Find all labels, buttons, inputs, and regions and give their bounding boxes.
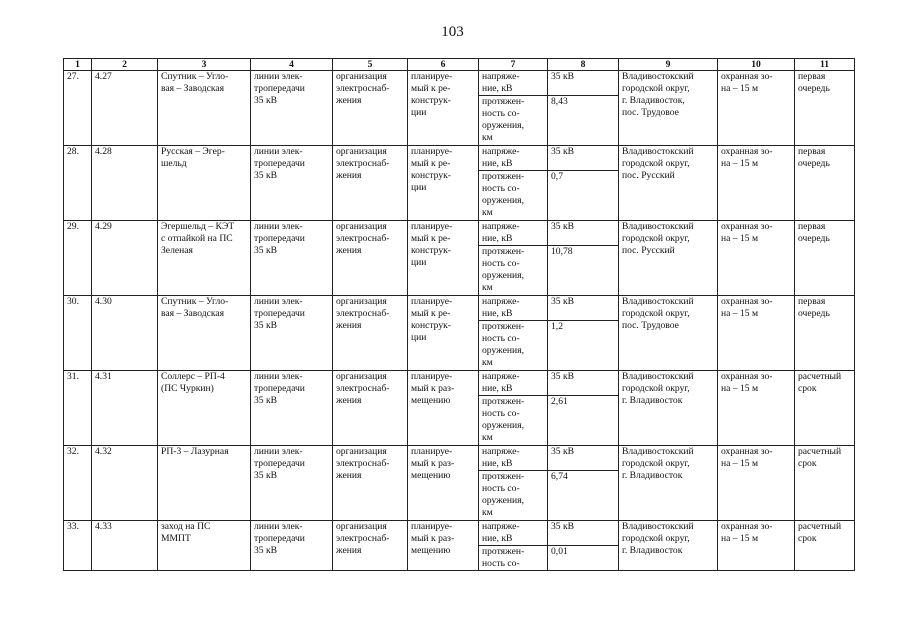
item-code: 4.33	[92, 521, 158, 571]
item-code: 4.32	[92, 446, 158, 521]
column-header: 1	[64, 59, 92, 71]
object-purpose: организация электроснаб- жения	[333, 296, 408, 371]
param-label: напряже- ние, кВ	[479, 521, 548, 546]
item-code: 4.29	[92, 221, 158, 296]
param-label: напряже- ние, кВ	[479, 446, 548, 471]
table-row	[64, 146, 855, 171]
object-type: линии элек- тропередачи 35 кВ	[251, 446, 333, 521]
param-value: 35 кВ	[548, 371, 619, 396]
data-table	[63, 58, 855, 571]
object-name: Спутник – Угло- вая – Заводская	[158, 296, 251, 371]
row-number: 27.	[64, 71, 92, 146]
protection-zone: охранная зо- на – 15 м	[718, 296, 795, 371]
param-label: напряже- ние, кВ	[479, 146, 548, 171]
object-status: планируе- мый к ре- конструк- ции	[408, 221, 479, 296]
protection-zone: охранная зо- на – 15 м	[718, 221, 795, 296]
table-row	[64, 296, 855, 321]
object-type: линии элек- тропередачи 35 кВ	[251, 71, 333, 146]
object-name: РП-3 – Лазурная	[158, 446, 251, 521]
param-label: напряже- ние, кВ	[479, 296, 548, 321]
row-number: 32.	[64, 446, 92, 521]
param-value: 0,01	[548, 546, 619, 571]
table-header-row	[64, 59, 855, 71]
object-type: линии элек- тропередачи 35 кВ	[251, 221, 333, 296]
object-status: планируе- мый к ре- конструк- ции	[408, 296, 479, 371]
item-code: 4.27	[92, 71, 158, 146]
object-status: планируе- мый к раз- мещению	[408, 521, 479, 571]
column-header: 2	[92, 59, 158, 71]
location: Владивостокский городской округ, пос. Русский	[619, 146, 718, 221]
row-number: 31.	[64, 371, 92, 446]
param-value: 1,2	[548, 321, 619, 371]
param-label: напряже- ние, кВ	[479, 71, 548, 96]
row-number: 29.	[64, 221, 92, 296]
table-row	[64, 71, 855, 96]
param-label: протяжен- ность со- оружения, км	[479, 471, 548, 521]
protection-zone: охранная зо- на – 15 м	[718, 371, 795, 446]
param-label: напряже- ние, кВ	[479, 371, 548, 396]
param-value: 35 кВ	[548, 296, 619, 321]
location: Владивостокский городской округ, г. Владивосток	[619, 371, 718, 446]
param-value: 2,61	[548, 396, 619, 446]
column-header: 4	[251, 59, 333, 71]
object-type: линии элек- тропередачи 35 кВ	[251, 146, 333, 221]
column-header: 9	[619, 59, 718, 71]
item-code: 4.31	[92, 371, 158, 446]
param-value: 35 кВ	[548, 521, 619, 546]
object-name: заход на ПС ММПТ	[158, 521, 251, 571]
column-header: 5	[333, 59, 408, 71]
param-value: 35 кВ	[548, 221, 619, 246]
object-status: планируе- мый к ре- конструк- ции	[408, 146, 479, 221]
table-row	[64, 521, 855, 546]
object-type: линии элек- тропередачи 35 кВ	[251, 521, 333, 571]
column-header: 8	[548, 59, 619, 71]
param-label: протяжен- ность со- оружения, км	[479, 96, 548, 146]
location: Владивостокский городской округ, г. Владивосток	[619, 446, 718, 521]
column-header: 7	[479, 59, 548, 71]
row-number: 33.	[64, 521, 92, 571]
param-label: протяжен- ность со-	[479, 546, 548, 571]
object-status: планируе- мый к раз- мещению	[408, 371, 479, 446]
column-header: 3	[158, 59, 251, 71]
column-header: 10	[718, 59, 795, 71]
stage: расчетный срок	[795, 446, 855, 521]
stage: первая очередь	[795, 296, 855, 371]
stage: расчетный срок	[795, 371, 855, 446]
location: Владивостокский городской округ, г. Владивосток, пос. Трудовое	[619, 71, 718, 146]
object-name: Соллерс – РП-4 (ПС Чуркин)	[158, 371, 251, 446]
param-value: 35 кВ	[548, 446, 619, 471]
object-purpose: организация электроснаб- жения	[333, 221, 408, 296]
param-label: протяжен- ность со- оружения, км	[479, 171, 548, 221]
stage: расчетный срок	[795, 521, 855, 571]
location: Владивостокский городской округ, пос. Трудовое	[619, 296, 718, 371]
object-purpose: организация электроснаб- жения	[333, 521, 408, 571]
row-number: 28.	[64, 146, 92, 221]
row-number: 30.	[64, 296, 92, 371]
object-status: планируе- мый к ре- конструк- ции	[408, 71, 479, 146]
table-row	[64, 371, 855, 396]
column-header: 11	[795, 59, 855, 71]
table-row	[64, 446, 855, 471]
location: Владивостокский городской округ, г. Владивосток	[619, 521, 718, 571]
location: Владивостокский городской округ, пос. Русский	[619, 221, 718, 296]
param-label: напряже- ние, кВ	[479, 221, 548, 246]
object-name: Эгершельд – КЭТ с отпайкой на ПС Зеленая	[158, 221, 251, 296]
param-value: 10,78	[548, 246, 619, 296]
object-purpose: организация электроснаб- жения	[333, 371, 408, 446]
protection-zone: охранная зо- на – 15 м	[718, 446, 795, 521]
stage: первая очередь	[795, 71, 855, 146]
param-label: протяжен- ность со- оружения, км	[479, 246, 548, 296]
object-purpose: организация электроснаб- жения	[333, 446, 408, 521]
object-type: линии элек- тропередачи 35 кВ	[251, 371, 333, 446]
param-label: протяжен- ность со- оружения, км	[479, 321, 548, 371]
param-value: 8,43	[548, 96, 619, 146]
param-value: 35 кВ	[548, 146, 619, 171]
item-code: 4.28	[92, 146, 158, 221]
param-label: протяжен- ность со- оружения, км	[479, 396, 548, 446]
object-purpose: организация электроснаб- жения	[333, 146, 408, 221]
protection-zone: охранная зо- на – 15 м	[718, 521, 795, 571]
object-status: планируе- мый к раз- мещению	[408, 446, 479, 521]
object-type: линии элек- тропередачи 35 кВ	[251, 296, 333, 371]
param-value: 0,7	[548, 171, 619, 221]
stage: первая очередь	[795, 221, 855, 296]
param-value: 35 кВ	[548, 71, 619, 96]
item-code: 4.30	[92, 296, 158, 371]
object-name: Спутник – Угло- вая – Заводская	[158, 71, 251, 146]
page-number: 103	[441, 24, 464, 40]
object-purpose: организация электроснаб- жения	[333, 71, 408, 146]
protection-zone: охранная зо- на – 15 м	[718, 71, 795, 146]
column-header: 6	[408, 59, 479, 71]
object-name: Русская – Эгер- шельд	[158, 146, 251, 221]
protection-zone: охранная зо- на – 15 м	[718, 146, 795, 221]
table-body	[64, 59, 855, 571]
table-row	[64, 221, 855, 246]
stage: первая очередь	[795, 146, 855, 221]
param-value: 6,74	[548, 471, 619, 521]
